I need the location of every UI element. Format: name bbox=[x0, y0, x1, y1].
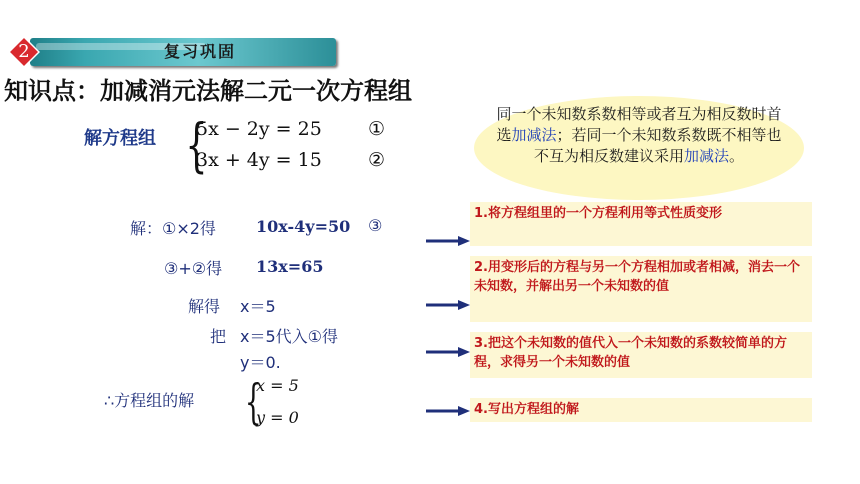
conclusion-label: ∴方程组的解 bbox=[104, 391, 195, 410]
answer-x: x = 5 bbox=[256, 376, 299, 395]
equation-2-marker: ② bbox=[368, 149, 386, 171]
tip-text: 同一个未知数系数相等或者互为相反数时首选加减法；若同一个未知数系数既不相等也不互为相反数建议采用加减法。 bbox=[496, 105, 782, 165]
arrow-right-icon bbox=[426, 347, 470, 357]
answer-y: y = 0 bbox=[256, 408, 299, 427]
section-title: 复习巩固 bbox=[163, 42, 236, 61]
equation-1: 5x − 2y = 25 bbox=[196, 118, 322, 140]
step-box-1: 1.将方程组里的一个方程利用等式性质变形 bbox=[470, 202, 812, 246]
solution-line-3-prefix: 解得 bbox=[188, 297, 221, 316]
solution-line-4-eq: x＝5代入①得 bbox=[240, 327, 338, 346]
solution-line-1-prefix: 解：①×2得 bbox=[130, 219, 216, 238]
section-number: 2 bbox=[18, 41, 30, 62]
arrow-right-icon bbox=[426, 406, 470, 416]
tip-highlight-1: 加减法 bbox=[511, 126, 557, 144]
solution-line-3-eq: x＝5 bbox=[240, 297, 276, 316]
solution-line-1-eq: 10x-4y=50 bbox=[256, 217, 351, 236]
arrow-right-icon bbox=[426, 300, 470, 310]
solution-line-2-eq: 13x=65 bbox=[256, 257, 324, 276]
answer-brace: { bbox=[244, 374, 262, 430]
solution-line-1-marker: ③ bbox=[368, 216, 383, 235]
solution-line-5-eq: y＝0. bbox=[240, 353, 281, 372]
solution-line-2-prefix: ③+②得 bbox=[164, 259, 223, 278]
equation-2: 3x + 4y = 15 bbox=[196, 149, 322, 171]
step-box-2: 2.用变形后的方程与另一个方程相加或者相减，消去一个未知数，并解出另一个未知数的值 bbox=[470, 256, 812, 322]
solution-line-4-prefix: 把 bbox=[210, 327, 227, 346]
topic-title: 知识点：加减消元法解二元一次方程组 bbox=[4, 77, 412, 105]
step-box-4: 4.写出方程组的解 bbox=[470, 398, 812, 422]
tip-highlight-2: 加减法 bbox=[683, 147, 729, 165]
equation-1-marker: ① bbox=[368, 118, 386, 140]
equation-brace: { bbox=[185, 111, 208, 179]
step-box-3: 3.把这个未知数的值代入一个未知数的系数较简单的方程，求得另一个未知数的值 bbox=[470, 332, 812, 378]
problem-label: 解方程组 bbox=[84, 128, 156, 149]
arrow-right-icon bbox=[426, 236, 470, 246]
